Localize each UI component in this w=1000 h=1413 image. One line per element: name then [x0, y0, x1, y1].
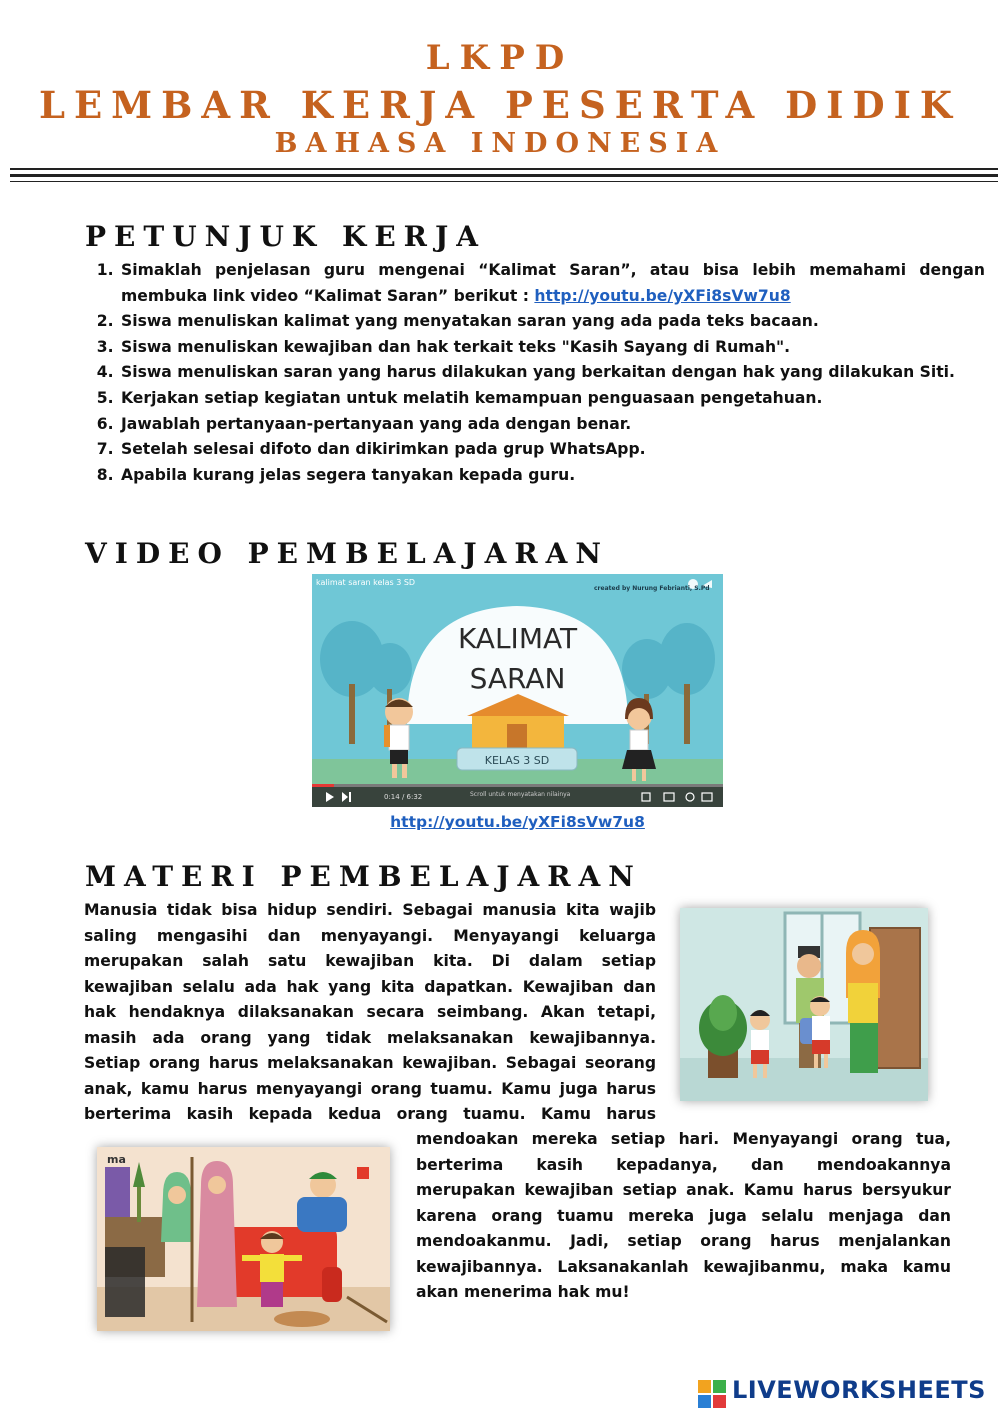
paragraph-line: saling mengasihi dan menyayangi. Menyayangi keluarga	[84, 926, 656, 945]
video-screen-title-line1: KALIMAT	[457, 622, 578, 655]
instruction-item: 7. Setelah selesai difoto dan dikirimkan pada grup WhatsApp.	[119, 437, 985, 463]
liveworksheets-wordmark: LIVEWORKSHEETS	[732, 1376, 986, 1404]
video-hint: Scroll untuk menyatakan nilainya	[470, 791, 571, 798]
video-class-badge: KELAS 3 SD	[484, 754, 550, 767]
paragraph-line: Setiap orang harus melaksanakan kewajiban. Sebagai seorang	[84, 1054, 656, 1072]
paragraph-line: anak, kamu harus menyayangi orang tuamu. Kamu juga harus	[84, 1079, 656, 1098]
video-link[interactable]: http://youtu.be/yXFi8sVw7u8	[534, 286, 791, 305]
family-greeting-illustration	[680, 908, 928, 1101]
paragraph-line: kewajibannya. Laksanakanlah kewajibanmu, maka kamu	[416, 1257, 951, 1276]
paragraph-line: karena orang tuamu mereka juga selalu menjaga dan	[416, 1206, 951, 1225]
header-title-lkpd: LKPD	[425, 38, 575, 78]
corner-emblem-icon	[357, 1167, 369, 1179]
illustration-brand-label: ma	[107, 1153, 126, 1166]
video-screen-title-line2: SARAN	[469, 662, 566, 695]
materi-paragraph-1	[84, 898, 656, 1128]
instruction-item: 1. Simaklah penjelasan guru mengenai “Kalimat Saran”, atau bisa lebih memahami dengan membuka link video “Kalimat Saran” berikut : http://youtu.be/yXFi8sVw7u8	[119, 258, 985, 309]
family-living-room-illustration	[97, 1147, 390, 1331]
paragraph-line: hak hendaknya dilaksanakan secara seimbang. Akan tetapi,	[84, 1003, 656, 1021]
instruction-item: 4. Siswa menuliskan saran yang harus dilakukan yang berkaitan dengan hak yang dilakukan Siti.	[119, 360, 985, 386]
paragraph-line: berterima kasih kepada kedua orang tuamu. Kamu harus	[84, 1105, 656, 1123]
instruction-item: 6. Jawablah pertanyaan-pertanyaan yang ada dengan benar.	[119, 412, 985, 438]
video-time: 0:14 / 6:32	[384, 793, 423, 801]
instruction-item: 2. Siswa menuliskan kalimat yang menyatakan saran yang ada pada teks bacaan.	[119, 309, 985, 335]
liveworksheets-blocks-icon	[696, 1378, 728, 1410]
header-title-full: LEMBAR KERJA PESERTA DIDIK	[38, 83, 962, 127]
video-player-title: kalimat saran kelas 3 SD	[316, 578, 416, 587]
paragraph-line: akan menerima hak mu!	[416, 1283, 630, 1301]
instruction-item: 5. Kerjakan setiap kegiatan untuk melatih kemampuan penguasaan pengetahuan.	[119, 386, 985, 412]
paragraph-line: Manusia tidak bisa hidup sendiri. Sebagai manusia kita wajib	[84, 901, 656, 919]
section-title-video: VIDEO PEMBELAJARAN	[85, 537, 609, 570]
video-caption-link[interactable]: http://youtu.be/yXFi8sVw7u8	[390, 813, 645, 831]
header-divider-thick	[10, 174, 998, 177]
materi-paragraph-2	[416, 1127, 951, 1306]
video-caption	[0, 813, 1000, 831]
paragraph-line: mendoakan mereka setiap hari. Menyayangi orang tua,	[416, 1130, 951, 1148]
liveworksheets-logo[interactable]	[696, 1376, 996, 1408]
section-title-materi: MATERI PEMBELAJARAN	[85, 860, 642, 893]
paragraph-line: kewajiban selalu ada hak yang kita dapatkan. Kewajiban dan	[84, 977, 656, 996]
header-subject: BAHASA INDONESIA	[274, 128, 726, 159]
instruction-item: 8. Apabila kurang jelas segera tanyakan kepada guru.	[119, 463, 985, 489]
video-thumbnail[interactable]	[312, 574, 723, 807]
header-divider	[10, 168, 998, 170]
paragraph-line: berterima kasih kepadanya, dan mendoakannya	[416, 1155, 951, 1174]
instruction-item: 3. Siswa menuliskan kewajiban dan hak terkait teks "Kasih Sayang di Rumah".	[119, 335, 985, 361]
paragraph-line: merupakan salah satu kewajiban kita. Di dalam setiap	[84, 952, 656, 970]
paragraph-line: merupakan kewajiban setiap anak. Kamu harus bersyukur	[416, 1181, 951, 1199]
header-divider-bottom	[10, 181, 998, 182]
paragraph-line: masih ada orang yang tidak melaksanakan kewajibannya.	[84, 1028, 656, 1047]
paragraph-line: mendoakanmu. Jadi, setiap orang harus menjalankan	[416, 1232, 951, 1250]
video-player-credit: created by Nurung Febrianti, S.Pd	[594, 585, 710, 592]
section-title-petunjuk: PETUNJUK KERJA	[85, 220, 486, 253]
instruction-list	[85, 258, 985, 488]
